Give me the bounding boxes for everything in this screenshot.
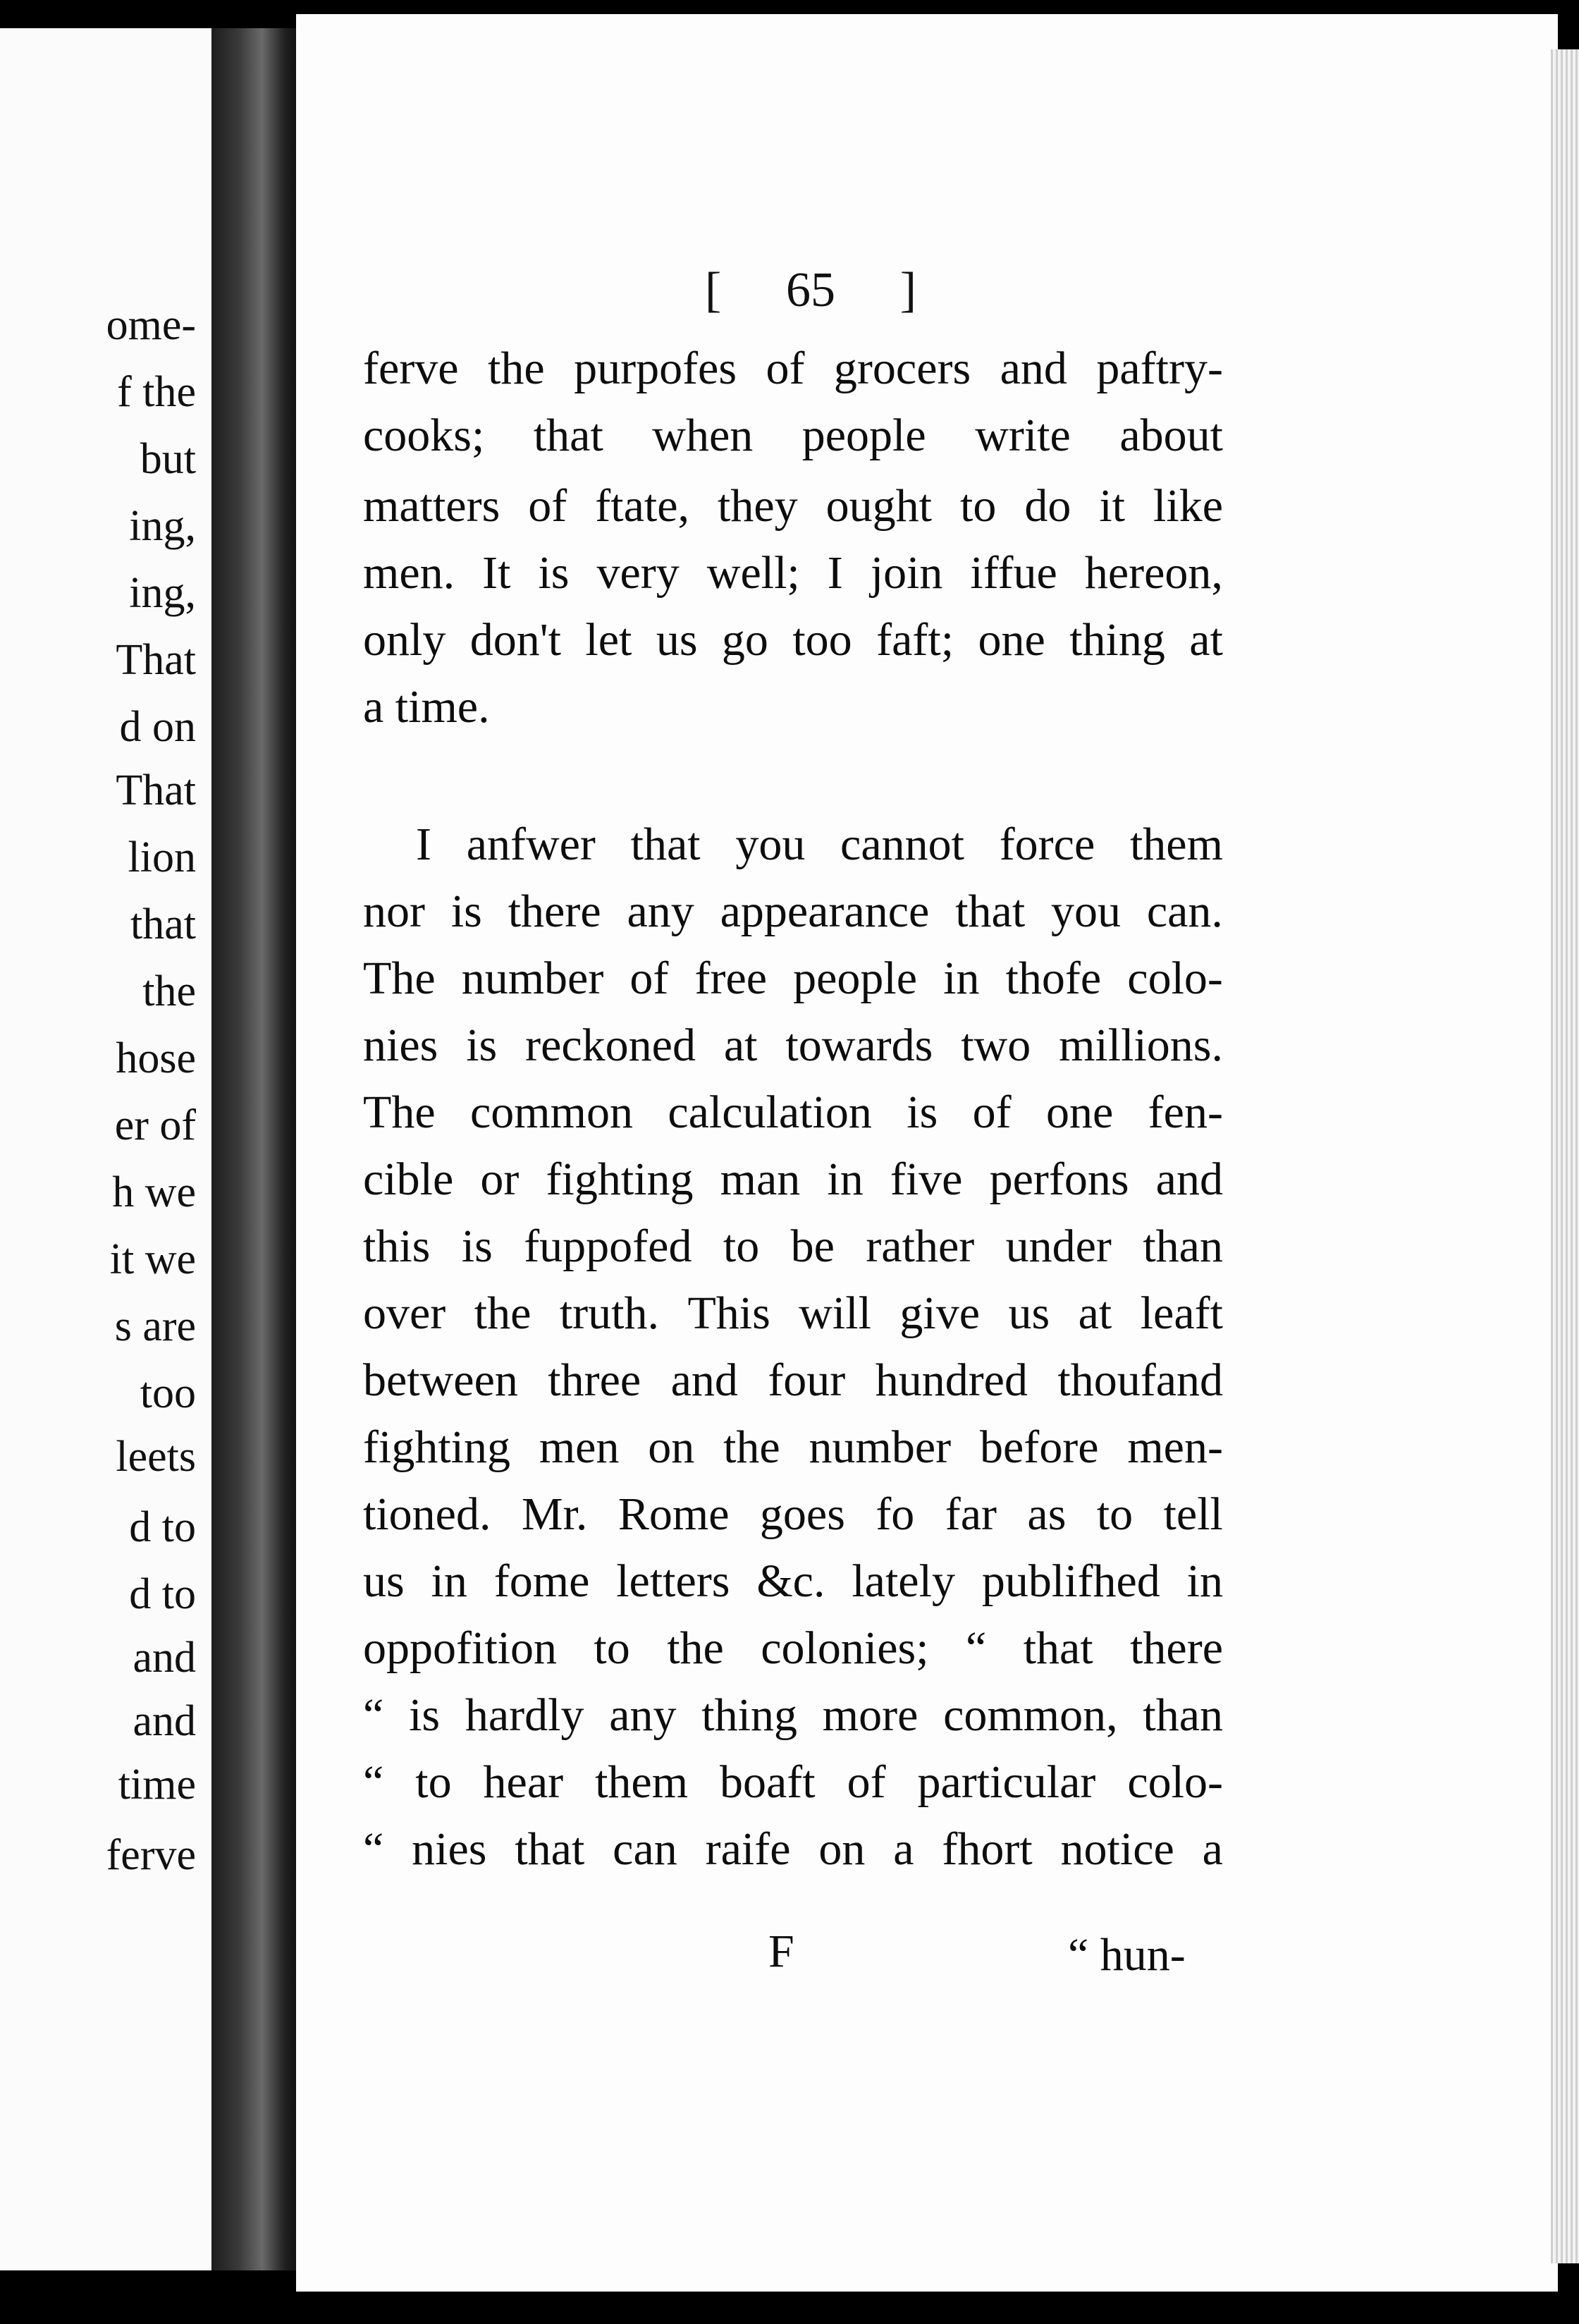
text-line: men. It is very well; I join iffue hereon, xyxy=(363,547,1223,599)
page-header xyxy=(705,262,916,319)
left-page-fragment: s are xyxy=(114,1302,196,1350)
left-page-fragment: ing, xyxy=(129,569,196,617)
left-page-fragment: the xyxy=(142,967,196,1015)
left-page-fragment: hose xyxy=(116,1034,196,1082)
left-page-fragment: d to xyxy=(129,1503,196,1551)
left-page-fragment: d to xyxy=(129,1570,196,1618)
left-page-fragment: leets xyxy=(116,1433,196,1481)
header-bracket-close: ] xyxy=(899,263,916,317)
left-page-fragment: ome- xyxy=(106,301,196,349)
text-line: over the truth. This will give us at leaft xyxy=(363,1288,1223,1339)
text-line: us in fome letters &c. lately publifhed in xyxy=(363,1555,1223,1607)
text-line: The number of free people in thofe colo- xyxy=(363,953,1223,1004)
text-line: only don't let us go too faft; one thing at xyxy=(363,614,1223,666)
text-line: fighting men on the number before men- xyxy=(363,1421,1223,1473)
left-page-fragment: but xyxy=(140,435,196,483)
text-line: oppofition to the colonies; “ that there xyxy=(363,1622,1223,1674)
left-page-fragment: and xyxy=(133,1634,196,1682)
text-line: I anfwer that you cannot force them xyxy=(416,819,1223,870)
text-line: between three and four hundred thoufand xyxy=(363,1354,1223,1406)
page-number: 65 xyxy=(786,263,835,317)
text-line: nies is reckoned at towards two millions. xyxy=(363,1020,1223,1071)
signature-mark: F xyxy=(768,1926,794,1977)
catchword: “ hun- xyxy=(1068,1929,1186,1981)
left-page-fragment: time xyxy=(118,1761,196,1809)
text-line: The common calculation is of one fen- xyxy=(363,1087,1223,1138)
text-line: tioned. Mr. Rome goes fo far as to tell xyxy=(363,1488,1223,1540)
text-line: “ is hardly any thing more common, than xyxy=(363,1689,1223,1741)
left-page-fragment: it we xyxy=(109,1235,196,1283)
left-page-fragment: that xyxy=(130,900,196,948)
left-page-fragment: too xyxy=(140,1369,196,1417)
text-line: cible or fighting man in five perfons and xyxy=(363,1154,1223,1205)
left-page-fragment: ferve xyxy=(106,1831,196,1879)
text-line: cooks; that when people write about xyxy=(363,410,1223,461)
text-line: this is fuppofed to be rather under than xyxy=(363,1221,1223,1272)
text-line: ferve the purpofes of grocers and paftry- xyxy=(363,343,1223,394)
left-page-fragment: h we xyxy=(112,1168,196,1216)
left-page-fragment: That xyxy=(116,636,196,684)
text-line: “ to hear them boaft of particular colo- xyxy=(363,1756,1223,1808)
header-bracket-open: [ xyxy=(705,263,722,317)
left-page-fragment: That xyxy=(116,766,196,814)
text-line: matters of ftate, they ought to do it like xyxy=(363,480,1223,532)
book-gutter xyxy=(211,28,303,2270)
left-page xyxy=(0,28,211,2270)
left-page-fragment: and xyxy=(133,1697,196,1745)
text-line: “ nies that can raife on a fhort notice a xyxy=(363,1823,1223,1875)
text-line: a time. xyxy=(363,681,490,733)
left-page-fragment: ing, xyxy=(129,502,196,550)
left-page-fragment: d on xyxy=(119,703,196,751)
page-edge xyxy=(1551,49,1579,2263)
left-page-fragment: er of xyxy=(114,1101,196,1149)
left-page-fragment: f the xyxy=(117,368,196,416)
text-line: nor is there any appearance that you can. xyxy=(363,886,1223,937)
left-page-fragment: lion xyxy=(128,833,196,881)
